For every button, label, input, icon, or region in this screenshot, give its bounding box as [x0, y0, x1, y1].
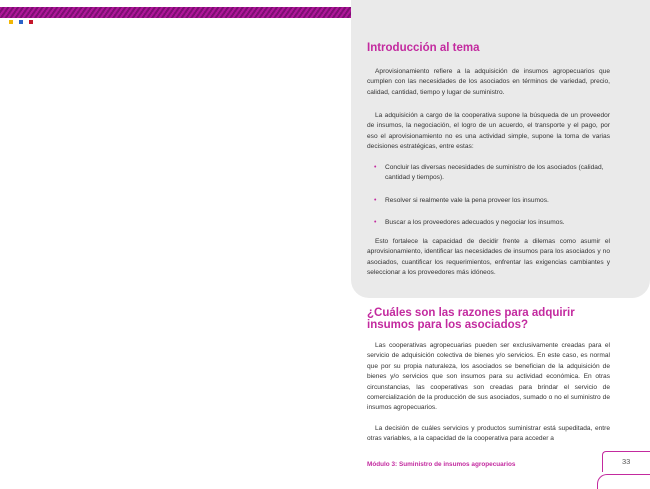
section-paragraph-2: La decisión de cuáles servicios y productos suministrar está supeditada, entre otras variables, a la capacidad de la cooperativa para acceder a	[367, 425, 610, 443]
list-item	[367, 163, 610, 184]
page-number: 33	[622, 457, 631, 466]
dot-red	[29, 20, 33, 24]
list-item-text: Resolver si realmente vale la pena proveer los insumos.	[385, 196, 549, 204]
bullet-icon: •	[374, 219, 377, 227]
intro-heading: Introducción al tema	[367, 42, 480, 54]
section-paragraph-1: Las cooperativas agropecuarias pueden ser exclusivamente creadas para el servicio de adquisición colectiva de bienes y/o servicios. En este caso, es normal que por su propia naturaleza, los asociados se benefician de la adquisición de bienes y/o servicios que son insumos para su actividad económica. En otras circunstancias, las cooperativas son creadas para brindar el servicio de comercialización de la producción de sus asociados, sumado o no el suministro de insumos agropecuarios.	[367, 342, 610, 412]
corner-dots	[9, 20, 33, 24]
section-heading: ¿Cuáles son las razones para adquirir insumos para los asociados?	[367, 307, 575, 331]
module-footer: Módulo 3: Suministro de insumos agropecuarios	[367, 461, 516, 468]
list-item	[367, 196, 610, 206]
intro-paragraph-1: Aprovisionamiento refiere a la adquisición de insumos agropecuarios que cumplen con las necesidades de los asociados en términos de variedad, precio, calidad, cantidad, tiempo y lugar de suministro.	[367, 68, 610, 96]
bullet-icon: •	[374, 164, 377, 171]
bullet-icon: •	[374, 196, 377, 204]
list-item-text: Concluir las diversas necesidades de suministro de los asociados (calidad, cantidad y tiempos).	[385, 164, 604, 182]
page-corner-frame	[597, 474, 650, 489]
list-item	[367, 218, 610, 228]
list-item-text: Buscar a los proveedores adecuados y negociar los insumos.	[385, 219, 565, 227]
intro-paragraph-3: Esto fortalece la capacidad de decidir frente a dilemas como asumir el aprovisionamiento, identificar las necesidades de insumos para los asociados y no asociados, cuantificar los requerimientos, enfrentar las exigencias cambiantes y seleccionar a los proveedores más idóneos.	[367, 238, 610, 277]
intro-paragraph-2: La adquisición a cargo de la cooperativa supone la búsqueda de un proveedor de insumos, la negociación, el logro de un acuerdo, el transporte y el pago, por eso el aprovisionamiento no es una actividad simple, supone la toma de varias decisiones estratégicas, entre estas:	[367, 112, 610, 151]
decision-list	[367, 163, 610, 229]
dot-yellow	[9, 20, 13, 24]
dot-blue	[19, 20, 23, 24]
